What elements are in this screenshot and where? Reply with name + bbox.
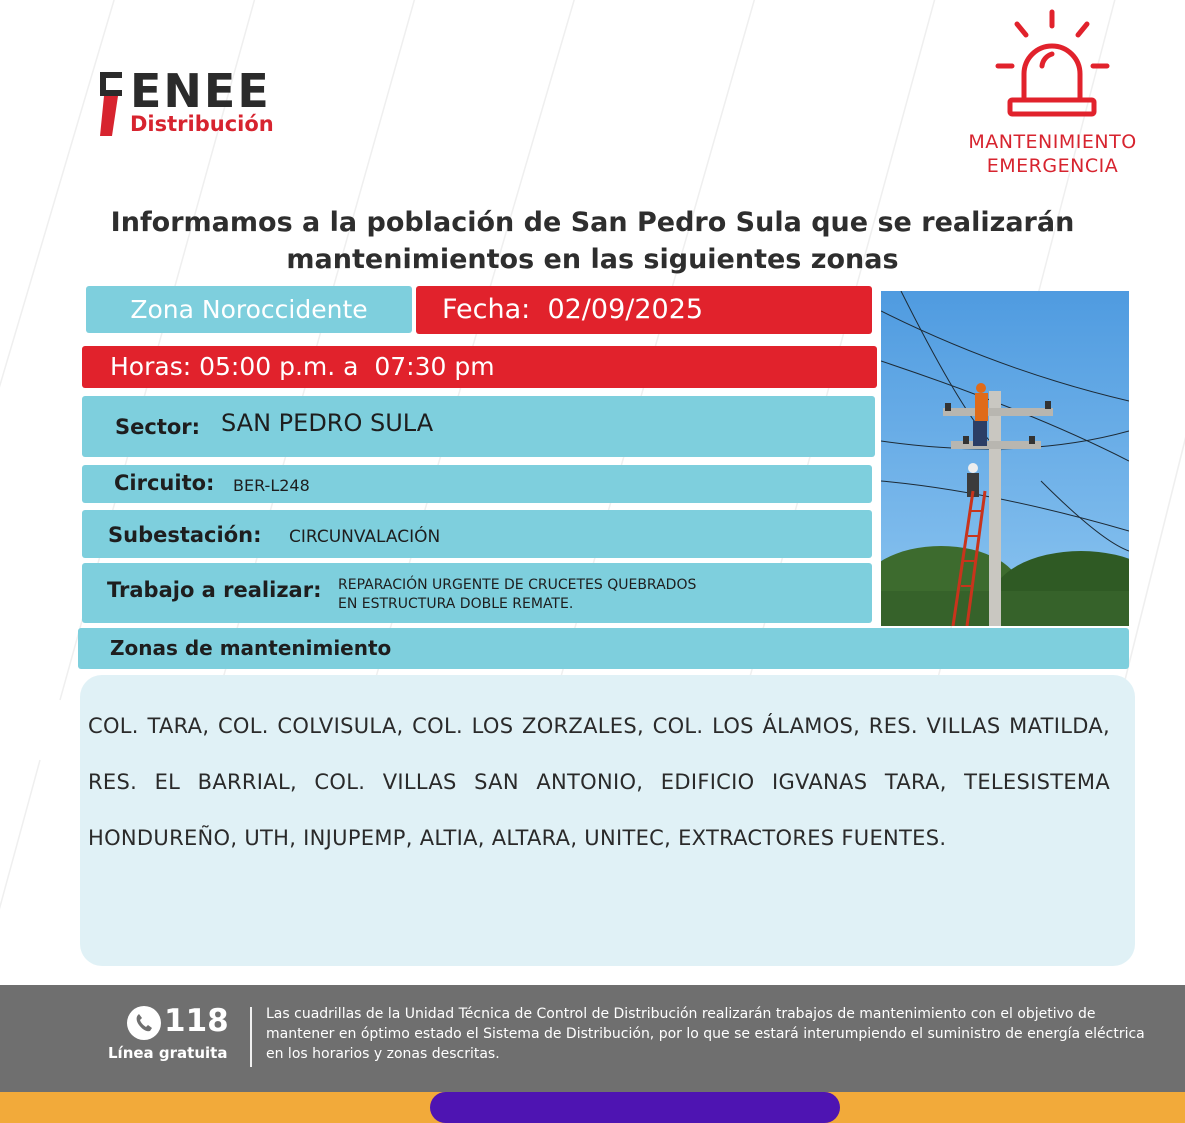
badge-line-1: MANTENIMIENTO	[968, 131, 1137, 153]
hours-bar	[82, 346, 877, 388]
maintenance-zones-panel	[80, 675, 1135, 966]
circuit-value: BER-L248	[233, 476, 310, 495]
substation-value: CIRCUNVALACIÓN	[289, 527, 441, 547]
substation-label: Subestación:	[108, 523, 262, 547]
footer-divider	[250, 1007, 252, 1067]
title-line-2: mantenimientos en las siguientes zonas	[286, 244, 899, 275]
hotline-number[interactable]: 118	[164, 1003, 229, 1039]
date-value: 02/09/2025	[547, 294, 704, 325]
hours-value: 05:00 p.m. a 07:30 pm	[199, 352, 495, 381]
phone-icon	[127, 1006, 161, 1040]
logo-text: ENEE	[130, 64, 271, 118]
maintenance-zones-list: COL. TARA, COL. COLVISULA, COL. LOS ZORZALES, COL. LOS ÁLAMOS, RES. VILLAS MATILDA, RES. EL BARRIAL, COL. VILLAS SAN ANTONIO, EDIFICIO IGVANAS TARA, TELESISTEMA HONDUREÑO, UTH, INJUPEMP, ALTIA, ALTARA, UNITEC, EXTRACTORES FUENTES.	[88, 714, 1110, 850]
emergency-badge	[945, 130, 1160, 178]
footer	[0, 985, 1185, 1092]
circuit-label: Circuito:	[114, 471, 215, 495]
work-line-1: REPARACIÓN URGENTE DE CRUCETES QUEBRADOS	[338, 577, 697, 593]
zone-label: Zona Noroccidente	[86, 286, 412, 333]
enee-logo-mark	[100, 72, 122, 136]
alarm-siren-icon	[990, 8, 1115, 118]
circuit-row	[82, 465, 872, 503]
work-row	[82, 563, 872, 623]
work-description	[338, 576, 696, 614]
lineworkers-photo	[881, 291, 1129, 626]
hotline-label: Línea gratuita	[108, 1044, 228, 1062]
logo-subtitle: Distribución	[130, 112, 274, 136]
bottom-stripe-accent	[430, 1092, 840, 1123]
page-title	[20, 204, 1165, 278]
maintenance-zones-header	[78, 628, 1129, 669]
work-line-2: EN ESTRUCTURA DOBLE REMATE.	[338, 596, 574, 612]
footer-notice: Las cuadrillas de la Unidad Técnica de Control de Distribución realizarán trabajos de mantenimiento con el objetivo de mantener en óptimo estado el Sistema de Distribución, por lo que se estará interumpiendo el suministro de energía eléctrica en los horarios y zonas descritas.	[266, 1006, 1145, 1062]
badge-line-2: EMERGENCIA	[986, 155, 1119, 177]
enee-logo	[100, 64, 320, 140]
work-label: Trabajo a realizar:	[107, 578, 322, 602]
date-label: Fecha:	[442, 294, 531, 325]
hours-label: Horas:	[110, 352, 192, 381]
substation-row	[82, 510, 872, 558]
maintenance-zones-title: Zonas de mantenimiento	[110, 636, 392, 660]
title-line-1: Informamos a la población de San Pedro Sula que se realizarán	[110, 207, 1075, 238]
sector-row	[82, 396, 875, 457]
sector-value: SAN PEDRO SULA	[221, 409, 434, 437]
sector-label: Sector:	[115, 415, 201, 439]
date-bar	[416, 286, 872, 334]
